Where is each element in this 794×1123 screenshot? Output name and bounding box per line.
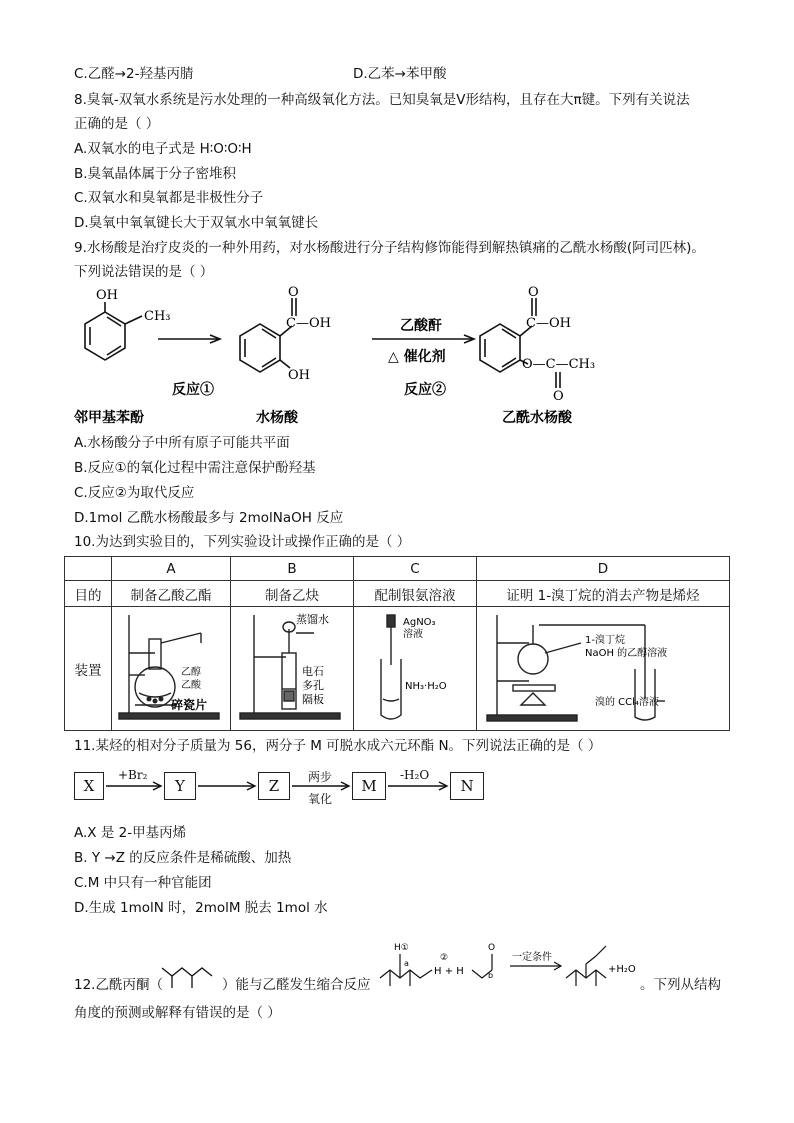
a-label-acid: 乙酸 bbox=[181, 679, 201, 691]
o-label-2: O bbox=[528, 285, 539, 300]
q9-option-d: D.1mol 乙酰水杨酸最多与 2molNaOH 反应 bbox=[74, 510, 344, 526]
reaction-2-label: 反应② bbox=[404, 382, 446, 398]
q12-stem-part3: 。下列从结构 bbox=[640, 977, 721, 993]
a-label-chips: 碎瓷片 bbox=[171, 697, 208, 712]
apparatus-a bbox=[115, 609, 227, 725]
b-label-porous: 多孔 bbox=[302, 678, 324, 692]
condition-label-12: 一定条件 bbox=[512, 952, 552, 963]
purpose-b: 制备乙炔 bbox=[231, 581, 354, 607]
q11-option-a: A.X 是 2-甲基丙烯 bbox=[74, 825, 187, 841]
apparatus-c bbox=[357, 609, 473, 725]
salicylic-scheme bbox=[70, 284, 630, 429]
q8-option-d: D.臭氧中氧氧键长大于双氧水中氧氧键长 bbox=[74, 215, 319, 231]
arrow-label-oxidation: 氧化 bbox=[308, 792, 333, 806]
name-cresol: 邻甲基苯酚 bbox=[74, 410, 144, 426]
box-z: Z bbox=[258, 772, 290, 800]
q8-option-c: C.双氧水和臭氧都是非极性分子 bbox=[74, 190, 264, 206]
b-label-water: 蒸馏水 bbox=[296, 612, 329, 626]
h1-label: H① bbox=[394, 943, 409, 953]
purpose-d: 证明 1-溴丁烷的消去产物是烯烃 bbox=[477, 581, 730, 607]
d-label-naoh: NaOH 的乙醇溶液 bbox=[585, 647, 668, 659]
box-n: N bbox=[450, 772, 484, 800]
box-y: Y bbox=[164, 772, 196, 800]
q8-option-a: A.双氧水的电子式是 H∶O∶O∶H bbox=[74, 141, 252, 157]
c-label-solution: 溶液 bbox=[403, 628, 423, 640]
col-head-b: B bbox=[231, 557, 354, 581]
q10-stem: 10.为达到实验目的，下列实验设计或操作正确的是（ ） bbox=[74, 534, 411, 550]
reagent-label: 乙酸酐 bbox=[400, 318, 442, 334]
o-label-top: O bbox=[488, 943, 496, 953]
setup-d bbox=[477, 607, 730, 731]
q9-option-b: B.反应①的氧化过程中需注意保护酚羟基 bbox=[74, 460, 316, 476]
q9-option-c: C.反应②为取代反应 bbox=[74, 485, 195, 501]
row-head-purpose: 目的 bbox=[65, 581, 112, 607]
q8-stem-line2: 正确的是（ ） bbox=[74, 116, 160, 132]
c-label-ammonia: NH₃·H₂O bbox=[405, 680, 447, 692]
q11-option-b: B. Y →Z 的反应条件是稀硫酸、加热 bbox=[74, 850, 292, 866]
q9-option-a: A.水杨酸分子中所有原子可能共平面 bbox=[74, 435, 290, 451]
purpose-c: 配制银氨溶液 bbox=[354, 581, 477, 607]
o-label-1: O bbox=[288, 285, 299, 300]
q11-option-d: D.生成 1molN 时，2molM 脱去 1mol 水 bbox=[74, 900, 328, 916]
ester-label: O—C—CH₃ bbox=[522, 357, 596, 372]
q12-stem-line2: 角度的预测或解释有错误的是（ ） bbox=[74, 1005, 281, 1021]
site-2-label: ② bbox=[440, 953, 449, 963]
setup-a bbox=[112, 607, 231, 731]
c-label-agno3: AgNO₃ bbox=[403, 616, 436, 628]
arrow-label-dehydration: -H₂O bbox=[400, 768, 430, 782]
q11-option-c: C.M 中只有一种官能团 bbox=[74, 875, 212, 891]
q9-stem-line1: 9.水杨酸是治疗皮炎的一种外用药，对水杨酸进行分子结构修饰能得到解热镇痛的乙酰水杨酸(阿司匹林)。 bbox=[74, 240, 705, 256]
name-salicylic: 水杨酸 bbox=[256, 410, 298, 426]
acetylacetone-structure bbox=[160, 958, 220, 994]
row-head-setup: 装置 bbox=[65, 607, 112, 731]
a-label-ethanol: 乙醇 bbox=[181, 666, 201, 678]
b-site-label: b bbox=[488, 971, 494, 980]
o-label-3: O bbox=[553, 389, 564, 404]
col-head-d: D bbox=[477, 557, 730, 581]
table-corner bbox=[65, 557, 112, 581]
col-head-a: A bbox=[112, 557, 231, 581]
setup-c bbox=[354, 607, 477, 731]
q8-stem-line1: 8.臭氧-双氧水系统是污水处理的一种高级氧化方法。已知臭氧是V形结构，且存在大π键。下列有关说法 bbox=[74, 92, 690, 108]
name-aspirin: 乙酰水杨酸 bbox=[502, 410, 572, 426]
a-site-label: a bbox=[404, 959, 409, 968]
b-label-plate: 隔板 bbox=[302, 692, 324, 706]
water-label: +H₂O bbox=[608, 964, 636, 975]
box-m: M bbox=[352, 772, 386, 800]
condition-label: △ 催化剂 bbox=[388, 349, 446, 365]
oh-label-1: OH bbox=[96, 288, 118, 303]
b-label-carbide: 电石 bbox=[302, 664, 324, 678]
cooh-label-1: C—OH bbox=[286, 316, 331, 331]
arrow-label-two-steps: 两步 bbox=[308, 770, 333, 784]
box-x: X bbox=[74, 772, 104, 800]
apparatus-b bbox=[234, 609, 350, 725]
q12-stem-part2: ）能与乙醛发生缩合反应 bbox=[222, 977, 371, 993]
d-label-bromobutane: 1-溴丁烷 bbox=[585, 634, 625, 646]
col-head-c: C bbox=[354, 557, 477, 581]
condensation-scheme bbox=[376, 936, 636, 994]
q8-option-b: B.臭氧晶体属于分子密堆积 bbox=[74, 166, 237, 182]
apparatus-d bbox=[485, 609, 721, 725]
q9-stem-line2: 下列说法错误的是（ ） bbox=[74, 264, 214, 280]
q11-stem: 11.某烃的相对分子质量为 56，两分子 M 可脱水成六元环酯 N。下列说法正确的是（ ） bbox=[74, 738, 602, 754]
q7-option-c: C.乙醛→2-羟基丙腈 bbox=[74, 66, 194, 82]
purpose-a: 制备乙酸乙酯 bbox=[112, 581, 231, 607]
setup-b bbox=[231, 607, 354, 731]
plus-h-label: H + H bbox=[434, 966, 464, 977]
ch3-label: CH₃ bbox=[144, 309, 171, 324]
d-label-bromine: 溴的 CCl₄溶液 bbox=[595, 696, 659, 708]
q12-stem-part1: 12.乙酰丙酮（ bbox=[74, 977, 163, 993]
cooh-label-2: C—OH bbox=[526, 316, 571, 331]
arrow-label-br2: +Br₂ bbox=[118, 768, 148, 782]
experiment-table bbox=[64, 556, 730, 731]
oh-label-2: OH bbox=[288, 368, 310, 383]
reaction-1-label: 反应① bbox=[172, 382, 214, 398]
q7-option-d: D.乙苯→苯甲酸 bbox=[353, 66, 447, 82]
